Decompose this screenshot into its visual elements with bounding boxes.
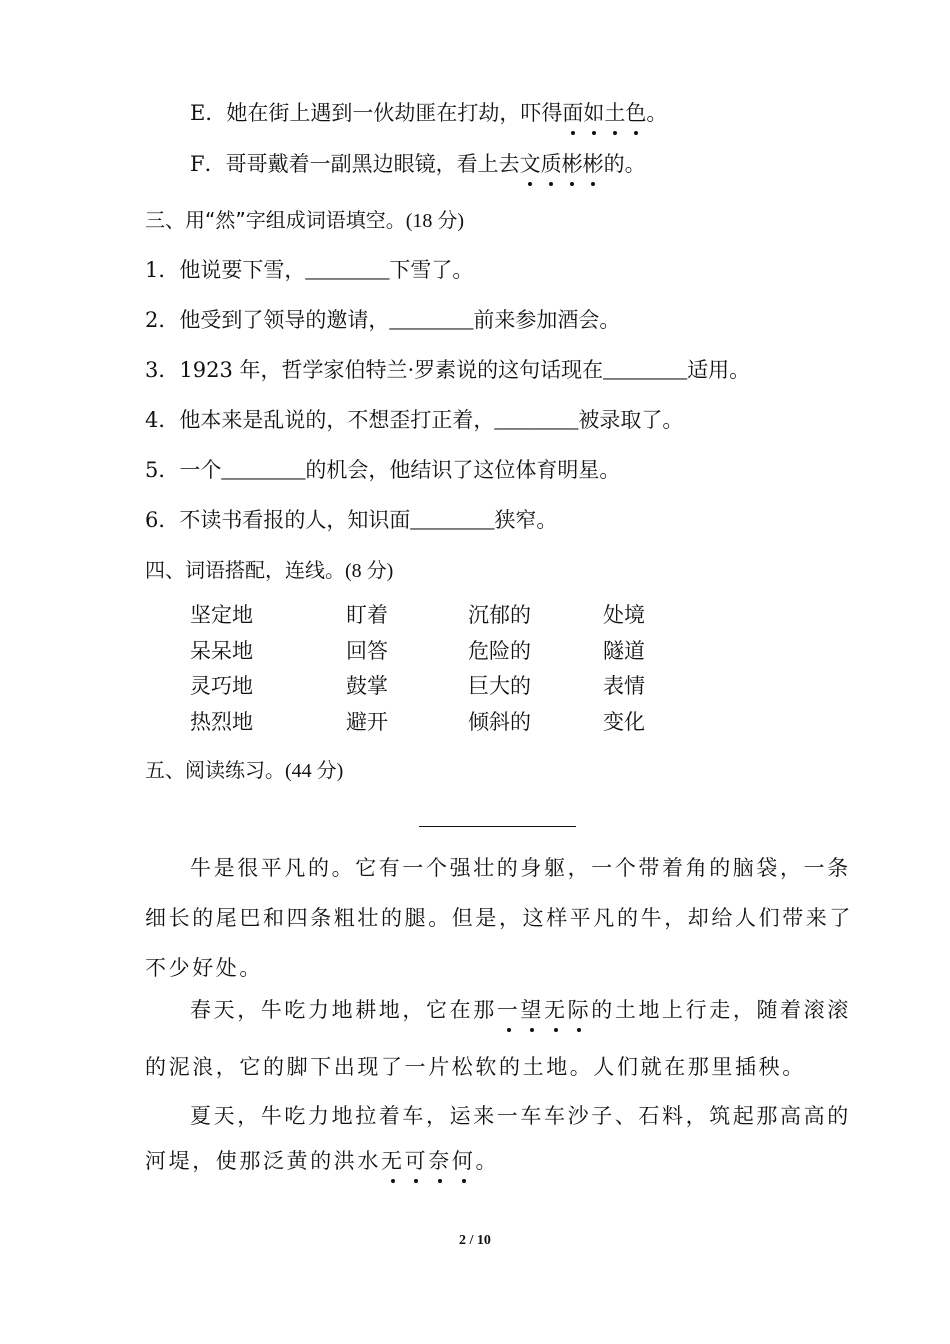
fill-item-prompt: 5．一个 <box>145 458 222 482</box>
fill-item-prompt: 4．他本来是乱说的，不想歪打正着， <box>145 408 495 432</box>
page-number: 2 / 10 <box>459 1233 491 1248</box>
section-5-title: 五、阅读练习。 <box>145 758 285 782</box>
fill-item <box>145 505 557 535</box>
option-e <box>190 98 667 128</box>
emphasis-char: 土 <box>604 98 625 128</box>
matching-word[interactable]: 灵巧地 <box>190 674 253 698</box>
emphasis-char: 无 <box>544 995 568 1025</box>
option-f-pre: F．哥哥戴着一副黑边眼镜，看上去 <box>190 152 520 176</box>
matching-word[interactable]: 鼓掌 <box>346 674 388 698</box>
answer-blank[interactable]: ________ <box>603 358 688 382</box>
emphasis-char: 彬 <box>562 149 583 179</box>
emphasis-char: 文 <box>520 149 541 179</box>
option-f-dotted <box>520 152 604 176</box>
emphasis-char: 质 <box>541 149 562 179</box>
option-e-pre: E．她在街上遇到一伙劫匪在打劫，吓得 <box>190 101 563 125</box>
emphasis-char: 可 <box>405 1146 429 1176</box>
passage-line: 牛是很平凡的。它有一个强壮的身躯，一个带着角的脑袋，一条 <box>190 856 851 880</box>
section-4-heading <box>145 555 393 586</box>
section-3-points: (18 分) <box>405 210 465 232</box>
matching-word[interactable]: 倾斜的 <box>468 710 531 734</box>
answer-blank[interactable]: ________ <box>494 408 579 432</box>
section-4-points: (8 分) <box>345 560 394 582</box>
fill-item-rest: 前来参加酒会。 <box>473 308 621 332</box>
passage-line: 细长的尾巴和四条粗壮的腿。但是，这样平凡的牛，却给人们带来了 <box>145 906 853 930</box>
matching-word[interactable]: 盯着 <box>346 603 388 627</box>
fill-item <box>145 255 473 285</box>
emphasis-char: 彬 <box>583 149 604 179</box>
fill-item <box>145 305 620 335</box>
option-e-post: 。 <box>646 101 668 125</box>
emphasis-char: 无 <box>381 1146 405 1176</box>
option-f-post: 的。 <box>603 152 646 176</box>
passage-line <box>190 995 851 1025</box>
emphasis-char: 面 <box>562 98 583 128</box>
matching-word[interactable]: 避开 <box>346 710 388 734</box>
emphasis-char: 际 <box>568 995 592 1025</box>
matching-word[interactable]: 危险的 <box>468 639 531 663</box>
fill-item-rest: 被录取了。 <box>578 408 684 432</box>
passage-dotted-word <box>497 998 591 1022</box>
emphasis-char: 一 <box>497 995 521 1025</box>
emphasis-char: 色 <box>625 98 646 128</box>
section-5-heading <box>145 755 343 786</box>
matching-word[interactable]: 热烈地 <box>190 710 253 734</box>
passage-text: 。 <box>475 1149 500 1173</box>
answer-blank[interactable]: ________ <box>221 458 306 482</box>
matching-word[interactable]: 表情 <box>603 674 645 698</box>
answer-blank[interactable]: ________ <box>389 308 474 332</box>
answer-blank[interactable]: ________ <box>410 508 495 532</box>
fill-item <box>145 405 683 435</box>
section-4-title: 四、词语搭配，连线。 <box>145 558 345 582</box>
passage-text: 春天，牛吃力地耕地，它在那 <box>190 998 497 1022</box>
emphasis-char: 望 <box>520 995 544 1025</box>
passage-line <box>145 1146 499 1176</box>
passage-text: 的土地上行走，随着滚滚 <box>591 998 851 1022</box>
matching-word[interactable]: 变化 <box>603 710 645 734</box>
matching-word[interactable]: 沉郁的 <box>468 603 531 627</box>
fill-item-prompt: 2．他受到了领导的邀请， <box>145 308 390 332</box>
section-3-title: 三、用“然”字组成词语填空。 <box>145 208 406 232</box>
matching-word[interactable]: 呆呆地 <box>190 639 253 663</box>
matching-word[interactable]: 回答 <box>346 639 388 663</box>
emphasis-char: 何 <box>452 1146 476 1176</box>
passage-title-rule <box>419 826 576 827</box>
fill-item-rest: 狭窄。 <box>494 508 558 532</box>
fill-item-prompt: 3．1923 年，哲学家伯特兰·罗素说的这句话现在 <box>145 358 604 382</box>
fill-item-rest: 的机会，他结识了这位体育明星。 <box>305 458 621 482</box>
passage-line: 不少好处。 <box>145 956 263 980</box>
matching-word[interactable]: 坚定地 <box>190 603 253 627</box>
passage-dotted-word <box>381 1149 475 1173</box>
fill-item <box>145 455 620 485</box>
matching-word[interactable]: 隧道 <box>603 639 645 663</box>
section-3-heading <box>145 205 464 236</box>
fill-item-rest: 下雪了。 <box>389 258 474 282</box>
option-e-dotted <box>562 101 646 125</box>
fill-item <box>145 355 750 385</box>
matching-word[interactable]: 处境 <box>603 603 645 627</box>
passage-text: 河堤，使那泛黄的洪水 <box>145 1149 381 1173</box>
fill-item-prompt: 1．他说要下雪， <box>145 258 306 282</box>
emphasis-char: 如 <box>583 98 604 128</box>
passage-line: 的泥浪，它的脚下出现了一片松软的土地。人们就在那里插秧。 <box>145 1055 806 1079</box>
fill-item-rest: 适用。 <box>687 358 751 382</box>
passage-line: 夏天，牛吃力地拉着车，运来一车车沙子、石料，筑起那高高的 <box>190 1104 851 1128</box>
matching-word[interactable]: 巨大的 <box>468 674 531 698</box>
emphasis-char: 奈 <box>428 1146 452 1176</box>
fill-item-prompt: 6．不读书看报的人，知识面 <box>145 508 411 532</box>
answer-blank[interactable]: ________ <box>305 258 390 282</box>
option-f <box>190 149 646 179</box>
section-5-points: (44 分) <box>285 760 344 782</box>
